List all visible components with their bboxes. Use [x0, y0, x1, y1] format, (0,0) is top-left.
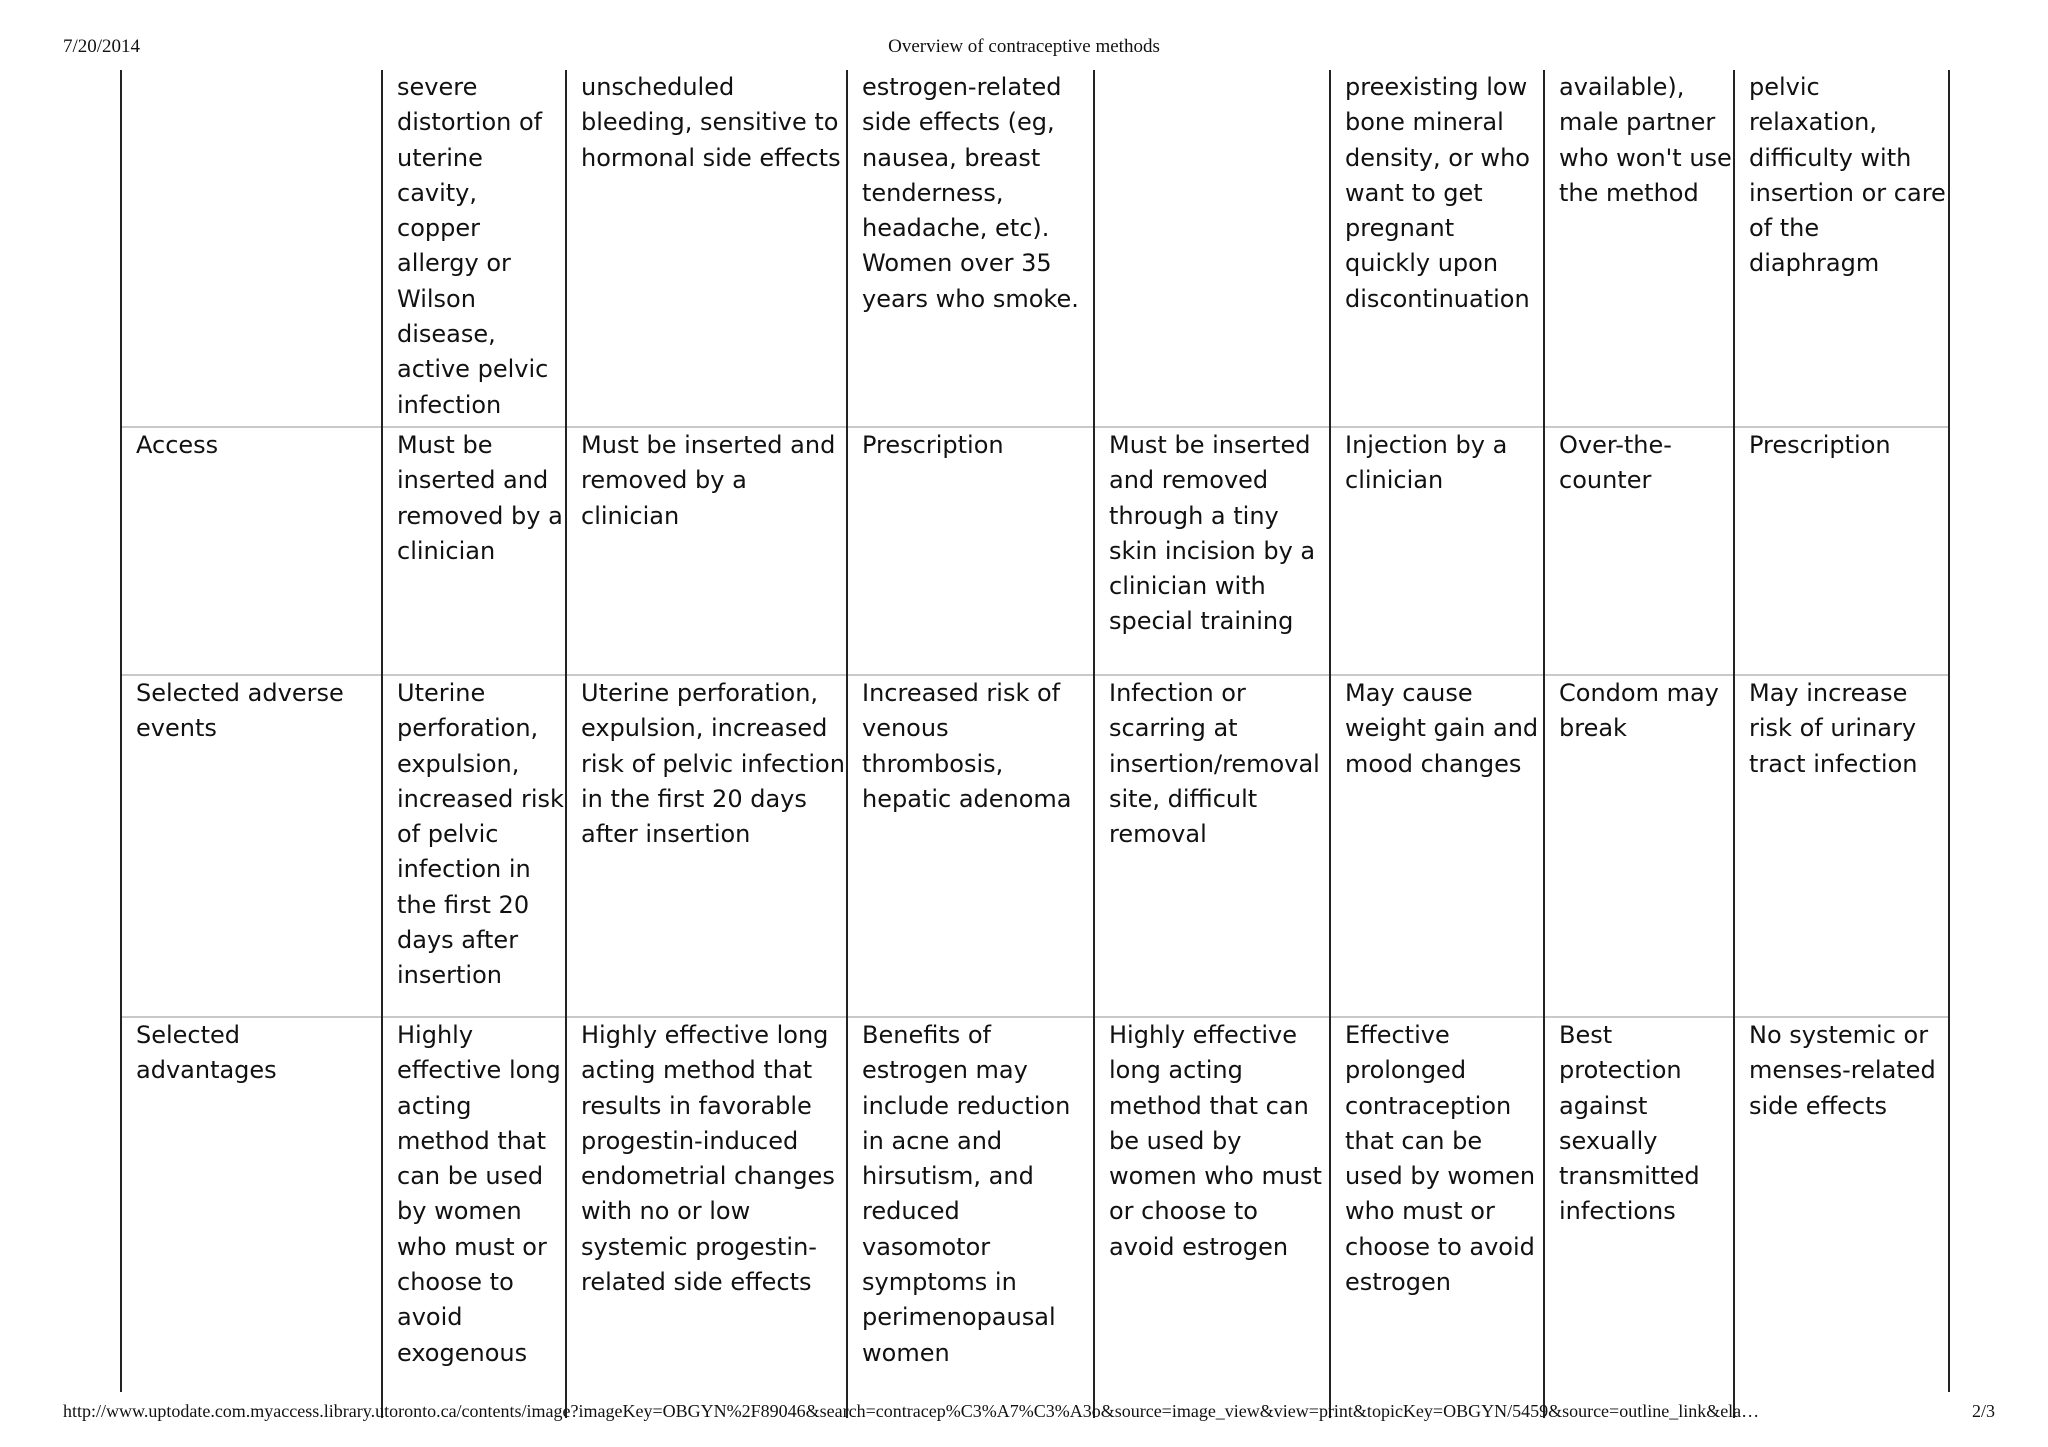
row-label: Selected advantages	[122, 1017, 382, 1418]
table-cell: Infection or scarring at insertion/removal site, difficult removal	[1094, 675, 1330, 1017]
table-cell: preexisting low bone mineral density, or who want to get pregnant quickly upon discontinuation	[1330, 70, 1544, 427]
table-cell: Must be inserted and removed through a tiny skin incision by a clinician with special training	[1094, 427, 1330, 675]
table-cell: unscheduled bleeding, sensitive to hormonal side effects	[566, 70, 847, 427]
table-row-access	[122, 427, 1948, 675]
row-label	[122, 70, 382, 427]
print-date: 7/20/2014	[63, 36, 141, 57]
table-cell: Must be inserted and removed by a clinician	[566, 427, 847, 675]
row-label: Access	[122, 427, 382, 675]
table-cell: Uterine perforation, expulsion, increased risk of pelvic infection in the first 20 days after insertion	[382, 675, 566, 1017]
table-row-contraindications-continued	[122, 70, 1948, 427]
table-cell: pelvic relaxation, difficulty with insertion or care of the diaphragm	[1734, 70, 1948, 427]
table-cell: Must be inserted and removed by a clinician	[382, 427, 566, 675]
table-cell: May increase risk of urinary tract infection	[1734, 675, 1948, 1017]
table-cell: Increased risk of venous thrombosis, hepatic adenoma	[847, 675, 1094, 1017]
table-cell: Best protection against sexually transmitted infections	[1544, 1017, 1734, 1418]
table-row-advantages	[122, 1017, 1948, 1418]
page-number: 2/3	[1971, 1401, 1995, 1421]
table-cell: Over-the-counter	[1544, 427, 1734, 675]
table-cell: Prescription	[847, 427, 1094, 675]
document-title: Overview of contraceptive methods	[888, 36, 1160, 57]
row-label: Selected adverse events	[122, 675, 382, 1017]
table-cell: Highly effective long acting method that can be used by women who must or choose to avoid exogenous	[382, 1017, 566, 1418]
table-cell: Condom may break	[1544, 675, 1734, 1017]
table-cell: available), male partner who won't use the method	[1544, 70, 1734, 427]
table-cell: Highly effective long acting method that results in favorable progestin-induced endometrial changes with no or low systemic progestin-related side effects	[566, 1017, 847, 1418]
table-cell: Highly effective long acting method that can be used by women who must or choose to avoid estrogen	[1094, 1017, 1330, 1418]
table-cell: severe distortion of uterine cavity, copper allergy or Wilson disease, active pelvic infection	[382, 70, 566, 427]
table-row-adverse-events	[122, 675, 1948, 1017]
table-cell: Prescription	[1734, 427, 1948, 675]
table-cell: Effective prolonged contraception that can be used by women who must or choose to avoid estrogen	[1330, 1017, 1544, 1418]
table-cell: Injection by a clinician	[1330, 427, 1544, 675]
table-cell: No systemic or menses-related side effects	[1734, 1017, 1948, 1418]
table-cell	[1094, 70, 1330, 427]
table-cell: estrogen-related side effects (eg, nausea, breast tenderness, headache, etc). Women over 35 years who smoke.	[847, 70, 1094, 427]
table-cell: May cause weight gain and mood changes	[1330, 675, 1544, 1017]
source-url[interactable]: http://www.uptodate.com.myaccess.library.utoronto.ca/contents/image?imageKey=OBGYN%2F89046&search=contracep%C3%A7%C3%A3o&source=image_view&view=print&topicKey=OBGYN/5459&source=outline_link&ela…	[63, 1401, 1760, 1421]
table-cell: Benefits of estrogen may include reduction in acne and hirsutism, and reduced vasomotor symptoms in perimenopausal women	[847, 1017, 1094, 1418]
table-cell: Uterine perforation, expulsion, increased risk of pelvic infection in the first 20 days after insertion	[566, 675, 847, 1017]
contraceptive-methods-table	[120, 70, 1950, 1392]
